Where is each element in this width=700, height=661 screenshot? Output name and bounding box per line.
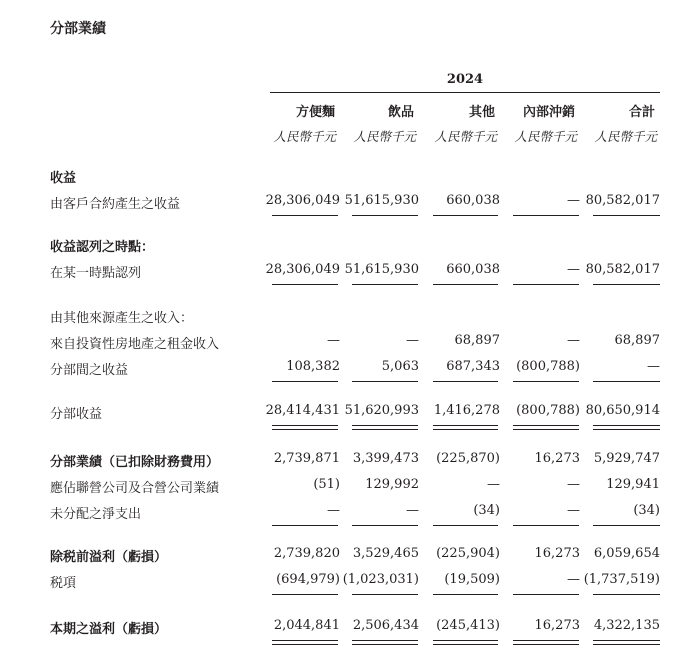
- table-row: [0, 236, 700, 258]
- subtotal-rule: [593, 594, 660, 595]
- column-header-noodles: 方便麵: [295, 105, 335, 120]
- cell-value: 16,273: [534, 451, 580, 466]
- subtotal-rule: [513, 381, 579, 382]
- column-header-others: 其他: [468, 105, 495, 120]
- cell-value: —: [327, 333, 340, 348]
- row-label: 由其他來源產生之收入：: [50, 311, 194, 326]
- cell-value: 2,506,434: [352, 618, 419, 633]
- year-underline: [270, 92, 660, 93]
- table-row: [0, 193, 700, 215]
- subtotal-rule: [513, 284, 579, 285]
- row-label: 由客戶合約產生之收益: [50, 197, 181, 212]
- total-double-rule: [593, 640, 660, 645]
- cell-value: 16,273: [534, 546, 580, 561]
- column-unit: 人民幣千元: [273, 129, 336, 144]
- subtotal-rule: [513, 215, 579, 216]
- cell-value: 6,059,654: [593, 546, 660, 561]
- page-title: 分部業績: [50, 21, 106, 37]
- cell-value: —: [567, 477, 580, 492]
- cell-value: (34): [473, 503, 500, 518]
- subtotal-rule: [352, 284, 418, 285]
- row-label: 本期之溢利（虧損）: [50, 622, 168, 637]
- cell-value: 51,615,930: [344, 193, 419, 208]
- cell-value: 687,343: [446, 359, 500, 374]
- total-double-rule: [433, 425, 498, 430]
- total-double-rule: [513, 640, 579, 645]
- row-label: 收益: [50, 171, 77, 186]
- subtotal-rule: [272, 525, 338, 526]
- row-label: 未分配之淨支出: [50, 507, 142, 522]
- cell-value: 51,620,993: [344, 403, 419, 418]
- cell-value: 2,739,871: [273, 451, 340, 466]
- cell-value: (800,788): [516, 403, 580, 418]
- cell-value: 16,273: [534, 618, 580, 633]
- column-unit: 人民幣千元: [594, 129, 657, 144]
- column-unit: 人民幣千元: [434, 129, 497, 144]
- cell-value: (694,979): [276, 572, 340, 587]
- subtotal-rule: [352, 381, 418, 382]
- table-row: [0, 333, 700, 355]
- table-row: [0, 359, 700, 381]
- cell-value: (225,904): [436, 546, 500, 561]
- table-row: [0, 307, 700, 329]
- row-label: 收益認列之時點：: [50, 240, 155, 255]
- cell-value: (1,023,031): [342, 572, 419, 587]
- column-unit: 人民幣千元: [514, 129, 577, 144]
- subtotal-rule: [433, 284, 498, 285]
- row-label: 税項: [50, 576, 77, 591]
- row-label: 在某一時點認列: [50, 266, 142, 281]
- subtotal-rule: [272, 215, 338, 216]
- total-double-rule: [272, 425, 338, 430]
- cell-value: 80,582,017: [585, 193, 660, 208]
- table-row: [0, 477, 700, 499]
- table-row: [0, 167, 700, 189]
- cell-value: 68,897: [614, 333, 660, 348]
- table-row: [0, 572, 700, 594]
- cell-value: —: [647, 359, 660, 374]
- subtotal-rule: [593, 525, 660, 526]
- subtotal-rule: [352, 525, 418, 526]
- cell-value: 4,322,135: [593, 618, 660, 633]
- cell-value: —: [567, 193, 580, 208]
- subtotal-rule: [272, 381, 338, 382]
- cell-value: 660,038: [446, 262, 500, 277]
- row-label: 來自投資性房地產之租金收入: [50, 337, 220, 352]
- column-header-eliminations: 內部沖銷: [522, 105, 575, 120]
- cell-value: 129,941: [606, 477, 660, 492]
- subtotal-rule: [593, 215, 660, 216]
- cell-value: (51): [313, 477, 340, 492]
- table-row: [0, 618, 700, 640]
- total-double-rule: [433, 640, 498, 645]
- subtotal-rule: [272, 284, 338, 285]
- row-label: 除税前溢利（虧損）: [50, 550, 168, 565]
- subtotal-rule: [593, 381, 660, 382]
- column-header-beverages: 飲品: [387, 105, 414, 120]
- cell-value: —: [567, 262, 580, 277]
- total-double-rule: [352, 640, 418, 645]
- cell-value: 68,897: [454, 333, 500, 348]
- total-double-rule: [513, 425, 579, 430]
- subtotal-rule: [433, 215, 498, 216]
- cell-value: (34): [633, 503, 660, 518]
- cell-value: 51,615,930: [344, 262, 419, 277]
- subtotal-rule: [433, 381, 498, 382]
- total-double-rule: [593, 425, 660, 430]
- cell-value: 80,582,017: [585, 262, 660, 277]
- cell-value: —: [567, 503, 580, 518]
- table-row: [0, 546, 700, 568]
- cell-value: —: [327, 503, 340, 518]
- cell-value: —: [406, 333, 419, 348]
- subtotal-rule: [352, 215, 418, 216]
- cell-value: —: [406, 503, 419, 518]
- total-double-rule: [352, 425, 418, 430]
- table-row: [0, 403, 700, 425]
- cell-value: —: [567, 572, 580, 587]
- cell-value: 5,063: [381, 359, 419, 374]
- subtotal-rule: [433, 525, 498, 526]
- subtotal-rule: [352, 594, 418, 595]
- cell-value: 3,399,473: [352, 451, 419, 466]
- cell-value: 129,992: [365, 477, 419, 492]
- column-unit: 人民幣千元: [353, 129, 416, 144]
- subtotal-rule: [513, 594, 579, 595]
- subtotal-rule: [272, 594, 338, 595]
- cell-value: (1,737,519): [583, 572, 660, 587]
- cell-value: 2,739,820: [273, 546, 340, 561]
- table-row: [0, 262, 700, 284]
- cell-value: 108,382: [286, 359, 340, 374]
- cell-value: 5,929,747: [593, 451, 660, 466]
- row-label: 應佔聯營公司及合營公司業績: [50, 481, 220, 496]
- subtotal-rule: [593, 284, 660, 285]
- column-header-total: 合計: [628, 105, 655, 120]
- cell-value: (19,509): [444, 572, 500, 587]
- table-row: [0, 451, 700, 473]
- cell-value: 2,044,841: [273, 618, 340, 633]
- table-row: [0, 503, 700, 525]
- subtotal-rule: [513, 525, 579, 526]
- cell-value: 1,416,278: [433, 403, 500, 418]
- row-label: 分部業績（已扣除財務費用）: [50, 455, 220, 470]
- row-label: 分部間之收益: [50, 363, 129, 378]
- year-label: 2024: [446, 72, 484, 87]
- subtotal-rule: [433, 594, 498, 595]
- cell-value: —: [567, 333, 580, 348]
- cell-value: (800,788): [516, 359, 580, 374]
- total-double-rule: [272, 640, 338, 645]
- cell-value: 28,306,049: [265, 262, 340, 277]
- cell-value: 80,650,914: [585, 403, 660, 418]
- row-label: 分部收益: [50, 407, 103, 422]
- cell-value: 28,306,049: [265, 193, 340, 208]
- cell-value: (245,413): [436, 618, 500, 633]
- cell-value: 28,414,431: [265, 403, 340, 418]
- cell-value: 660,038: [446, 193, 500, 208]
- cell-value: (225,870): [436, 451, 500, 466]
- cell-value: —: [487, 477, 500, 492]
- cell-value: 3,529,465: [352, 546, 419, 561]
